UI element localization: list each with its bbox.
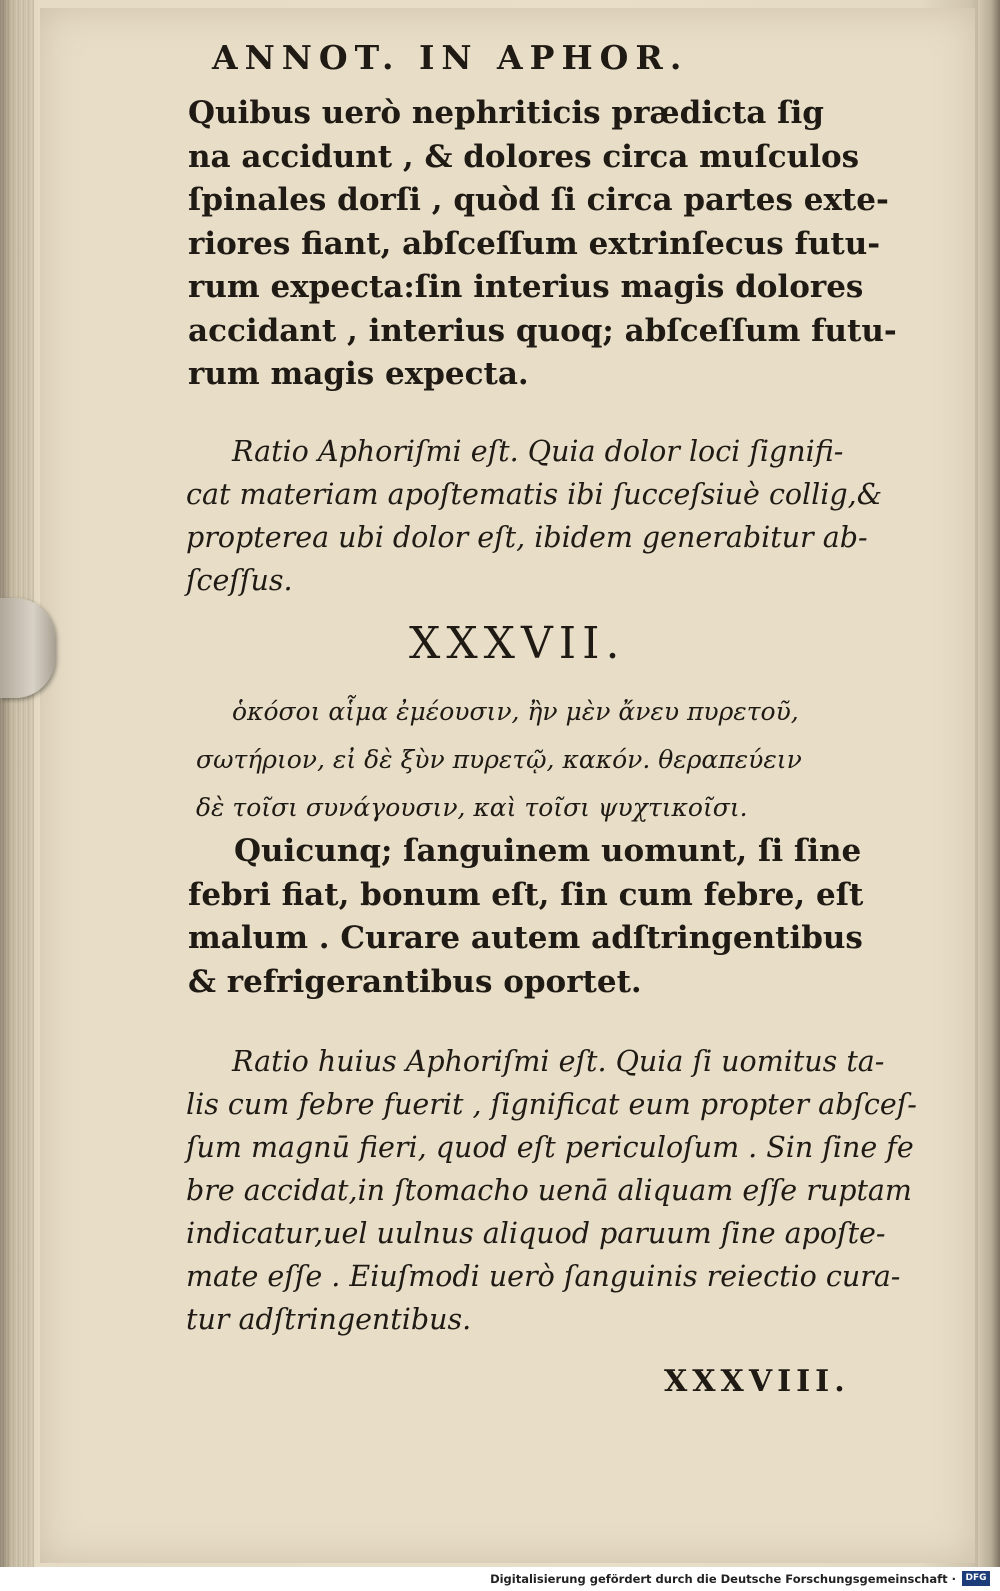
text-line: rum expecta:ſin interius magis dolores <box>188 269 864 305</box>
paragraph-2 <box>188 830 908 1004</box>
text-line: ſceſſus. <box>186 564 293 597</box>
paragraph-1 <box>188 92 908 397</box>
commentary-2 <box>186 1040 917 1341</box>
text-line: bre accidat,in ſtomacho uenā aliquam eſſe ruptam <box>186 1174 912 1207</box>
page-edge-right <box>978 0 1000 1567</box>
catchword: XXXVIII. <box>664 1364 850 1399</box>
greek-text <box>196 688 916 832</box>
text-line: malum . Curare autem adſtringentibus <box>188 920 863 956</box>
text-line: cat materiam apoſtematis ibi ſucceſsiuè collig,& <box>186 478 883 511</box>
text-line: & refrigerantibus oportet. <box>188 963 642 1000</box>
funding-credit: Digitalisierung gefördert durch die Deutsche Forschungsgemeinschaft · <box>490 1572 956 1586</box>
text-line: na accidunt , & dolores circa muſculos <box>188 138 860 175</box>
commentary-1 <box>186 430 906 602</box>
text-line: indicatur,uel uulnus aliquod paruum ſine apoſte- <box>186 1217 886 1250</box>
running-title: ANNOT. IN APHOR. <box>212 38 689 77</box>
aphorism-number: XXXVII. <box>409 618 626 669</box>
text-line: σωτήριον, εἰ δὲ ξὺν πυρετῷ, κακόν. θεραπεύειν <box>196 745 802 774</box>
text-line: Quicunq; ſanguinem uomunt, ſi ſine <box>234 833 862 869</box>
text-line: rum magis expecta. <box>188 356 529 392</box>
text-line: tur adſtringentibus. <box>186 1303 472 1336</box>
text-line: riores fiant, abſceſſum extrinſecus futu- <box>188 225 881 262</box>
text-line: ſpinales dorſi , quòd ſi circa partes exte- <box>188 182 889 218</box>
dfg-logo-icon: DFG <box>962 1571 990 1586</box>
text-line: δὲ τοῖσι συνάγουσιν, καὶ τοῖσι ψυχτικοῖσι. <box>196 793 748 822</box>
text-line: mate eſſe . Eiuſmodi uerò ſanguinis reiectio cura- <box>186 1260 901 1293</box>
text-line: accidant , interius quoq; abſceſſum futu- <box>188 312 897 349</box>
text-line: Quibus uerò nephriticis prædicta ſig <box>188 95 824 131</box>
text-line: ὁκόσοι αἷμα ἐμέουσιν, ἢν μὲν ἄνευ πυρετοῦ, <box>232 697 799 726</box>
text-line: propterea ubi dolor eſt, ibidem generabitur ab- <box>186 521 868 554</box>
page-edges-left <box>0 0 34 1567</box>
text-line: ſum magnū fieri, quod eſt periculoſum . Sin ſine fe <box>186 1131 914 1164</box>
text-line: Ratio huius Aphoriſmi eſt. Quia ſi uomitus ta- <box>232 1045 885 1078</box>
text-line: Ratio Aphoriſmi eſt. Quia dolor loci ſignifi- <box>232 435 844 468</box>
text-line: lis cum febre fuerit , ſignificat eum propter abſceſ- <box>186 1088 917 1121</box>
digitization-footer <box>0 1567 1000 1591</box>
text-line: febri fiat, bonum eſt, ſin cum febre, eſt <box>188 876 864 913</box>
